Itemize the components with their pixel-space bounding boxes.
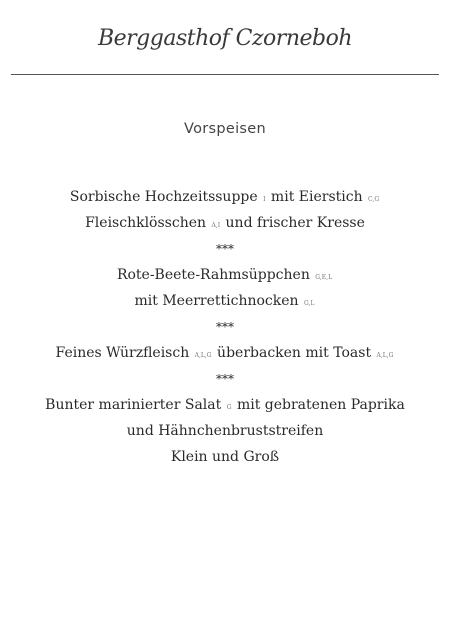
dish-text: und frischer Kresse <box>221 215 365 231</box>
allergen-code: G <box>226 404 232 411</box>
dish-text: Fleischklösschen <box>85 215 211 231</box>
menu-line <box>0 342 450 368</box>
dish-text: Klein und Groß <box>170 449 280 465</box>
restaurant-logo: Berggasthof Czorneboh <box>97 26 353 51</box>
dish-text: Bunter marinierter Salat <box>45 397 226 413</box>
section-title: Vorspeisen <box>184 121 266 137</box>
dish-text: Rote-Beete-Rahmsüppchen <box>116 267 315 283</box>
dish-text: mit Meerrettichnocken <box>134 293 304 309</box>
header-divider <box>11 74 439 75</box>
separator-text: *** <box>216 320 234 334</box>
allergen-code: G,E,L <box>315 274 333 281</box>
menu-line <box>0 264 450 290</box>
allergen-code: G,L <box>304 300 315 307</box>
separator-text: *** <box>216 242 234 256</box>
allergen-code: A,L,G <box>376 352 394 359</box>
allergen-code: C,G <box>368 196 380 203</box>
allergen-code: I <box>263 196 266 203</box>
menu-list <box>0 186 450 472</box>
menu-separator <box>0 238 450 264</box>
dish-text: mit gebratenen Paprika <box>232 397 405 413</box>
separator-text: *** <box>216 372 234 386</box>
menu-line <box>0 290 450 316</box>
dish-text: Sorbische Hochzeitssuppe <box>69 189 263 205</box>
menu-line <box>0 420 450 446</box>
allergen-code: A,I <box>211 222 221 229</box>
dish-text: Feines Würzfleisch <box>55 345 194 361</box>
menu-separator <box>0 316 450 342</box>
dish-text: und Hähnchenbruststreifen <box>126 423 324 439</box>
menu-separator <box>0 368 450 394</box>
dish-text: mit Eierstich <box>266 189 368 205</box>
dish-text: überbacken mit Toast <box>212 345 376 361</box>
allergen-code: A,L,G <box>194 352 212 359</box>
menu-line <box>0 186 450 212</box>
menu-line <box>0 394 450 420</box>
menu-line <box>0 446 450 472</box>
menu-line <box>0 212 450 238</box>
